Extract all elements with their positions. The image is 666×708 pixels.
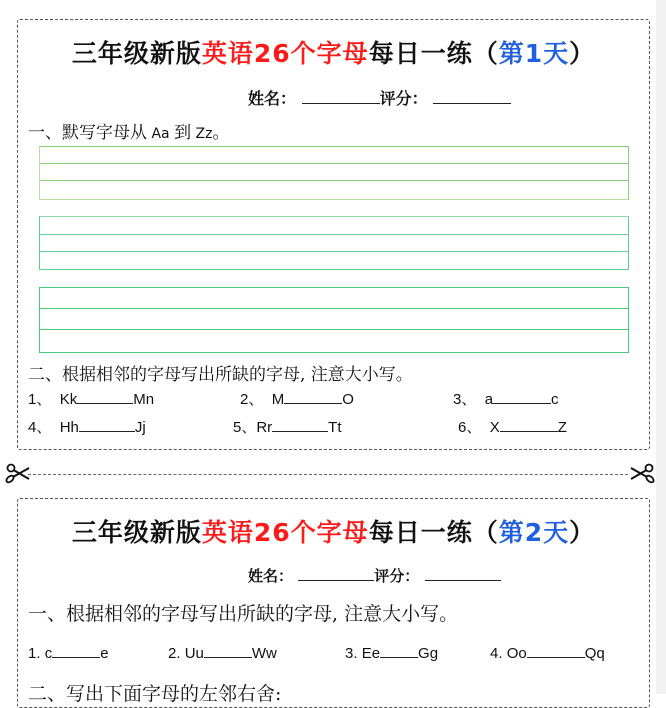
heading-text: 。 <box>212 123 230 143</box>
day-label: 第1天 <box>498 39 570 68</box>
score-field[interactable] <box>433 89 511 104</box>
item-left: Hh <box>59 419 79 436</box>
exercise-row-2 <box>28 416 628 436</box>
writing-line <box>40 147 628 164</box>
exercise-item <box>28 416 146 437</box>
title-part: 三年级新版 <box>71 518 202 547</box>
heading-text: 到 <box>174 123 192 143</box>
score-field[interactable] <box>425 566 501 581</box>
writing-line <box>40 309 628 330</box>
exercise-item <box>168 645 277 662</box>
exercise-item <box>28 645 109 662</box>
title-part: 每日一练（ <box>368 39 499 68</box>
scissors-icon <box>630 460 656 486</box>
score-label: 评分： <box>379 89 428 108</box>
exercise-row <box>28 645 638 665</box>
item-right: Mn <box>133 391 155 408</box>
exercise-item <box>233 416 342 437</box>
writing-line <box>40 217 628 235</box>
item-number: 1、 <box>28 391 52 408</box>
writing-box-1[interactable] <box>39 146 629 200</box>
section-1-heading <box>28 118 229 143</box>
page-edge <box>656 0 666 694</box>
item-right: O <box>342 391 354 408</box>
answer-blank[interactable] <box>527 645 585 658</box>
day-label: 第2天 <box>498 518 570 547</box>
name-label: 姓名： <box>248 89 297 108</box>
item-right: e <box>100 645 109 662</box>
worksheet-day-2 <box>17 498 650 708</box>
title-part: 三年级新版 <box>71 39 202 68</box>
worksheet-title <box>18 34 649 70</box>
item-number: 2、 <box>240 391 264 408</box>
answer-blank[interactable] <box>204 645 252 658</box>
answer-blank[interactable] <box>500 419 558 432</box>
item-left: Uu <box>184 645 204 662</box>
item-left: Ee <box>361 645 381 662</box>
answer-blank[interactable] <box>284 391 342 404</box>
answer-blank[interactable] <box>380 645 418 658</box>
worksheet-day-1 <box>17 19 650 450</box>
title-highlight: 英语26个字母 <box>201 518 369 547</box>
name-score-row <box>248 86 511 109</box>
item-right: Z <box>557 419 567 436</box>
title-part: ） <box>569 518 596 547</box>
answer-blank[interactable] <box>272 419 328 432</box>
exercise-item <box>345 645 438 662</box>
title-part: ） <box>569 39 596 68</box>
item-number: 6、 <box>458 419 482 436</box>
answer-blank[interactable] <box>77 391 133 404</box>
item-number: 3. <box>345 645 358 662</box>
scissors-icon <box>4 460 30 486</box>
exercise-item <box>240 388 354 409</box>
cut-line <box>28 474 628 475</box>
heading-text: Zz <box>191 126 213 142</box>
writing-box-2[interactable] <box>39 216 629 270</box>
name-field[interactable] <box>298 566 374 581</box>
item-number: 4. <box>490 645 503 662</box>
item-left: Rr <box>256 419 273 436</box>
item-number: 2. <box>168 645 181 662</box>
item-right: Jj <box>134 419 146 436</box>
answer-blank[interactable] <box>493 391 551 404</box>
item-right: Ww <box>251 645 277 662</box>
section-1-heading: 一、根据相邻的字母写出所缺的字母, 注意大小写。 <box>28 603 459 625</box>
title-part: 每日一练（ <box>368 518 499 547</box>
item-right: Qq <box>584 645 605 662</box>
item-right: Tt <box>328 419 342 436</box>
answer-blank[interactable] <box>79 419 135 432</box>
name-score-row <box>248 565 501 586</box>
heading-text: Aa <box>147 126 175 142</box>
item-left: M <box>271 391 285 408</box>
heading-text: 一、默写字母从 <box>28 123 147 143</box>
item-number: 1. <box>28 645 41 662</box>
exercise-item <box>458 416 567 437</box>
item-number: 5、 <box>233 419 257 436</box>
answer-blank[interactable] <box>52 645 100 658</box>
exercise-row-1 <box>28 388 628 408</box>
exercise-item <box>453 388 559 409</box>
worksheet-title <box>18 513 649 549</box>
item-number: 4、 <box>28 419 52 436</box>
item-left: X <box>489 419 500 436</box>
item-left: c <box>44 645 53 662</box>
item-number: 3、 <box>453 391 477 408</box>
writing-line <box>40 164 628 181</box>
writing-line <box>40 288 628 309</box>
writing-box-3[interactable] <box>39 287 629 353</box>
item-right: Gg <box>418 645 439 662</box>
item-left: Oo <box>506 645 527 662</box>
writing-line <box>40 235 628 252</box>
section-2-heading: 二、根据相邻的字母写出所缺的字母, 注意大小写。 <box>28 365 413 385</box>
item-left: Kk <box>59 391 78 408</box>
exercise-item <box>28 388 154 409</box>
name-field[interactable] <box>302 89 380 104</box>
score-label: 评分： <box>374 567 420 585</box>
exercise-item <box>490 645 605 662</box>
item-right: c <box>551 391 559 408</box>
section-2-heading: 二、写出下面字母的左邻右舍: <box>28 683 282 705</box>
title-highlight: 英语26个字母 <box>201 39 369 68</box>
name-label: 姓名： <box>248 567 294 585</box>
item-left: a <box>484 391 494 408</box>
